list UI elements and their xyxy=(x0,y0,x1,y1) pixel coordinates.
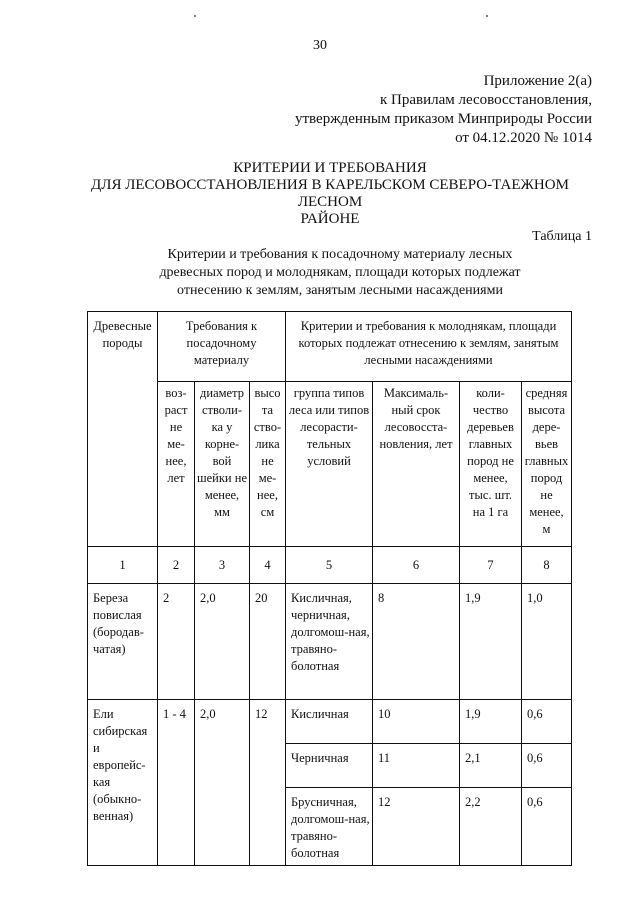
cell-forest-type: Брусничная, долгомош-ная, травяно-болотная xyxy=(286,788,373,866)
cell-avg-height: 0,6 xyxy=(522,744,572,788)
cell-avg-height: 0,6 xyxy=(522,700,572,744)
cell-tree-count: 1,9 xyxy=(460,584,522,700)
cell-avg-height: 1,0 xyxy=(522,584,572,700)
column-number: 4 xyxy=(250,547,286,584)
cell-diameter: 2,0 xyxy=(195,700,250,866)
header-age: воз-раст не ме-нее, лет xyxy=(158,382,195,547)
appendix-line: от 04.12.2020 № 1014 xyxy=(455,130,592,146)
appendix-line: утвержденным приказом Минприроды России xyxy=(295,111,592,127)
caption-line: отнесению к землям, занятым лесными насаждениями xyxy=(177,283,503,298)
column-number: 5 xyxy=(286,547,373,584)
caption-line: Критерии и требования к посадочному материалу лесных xyxy=(167,247,513,262)
caption-line: древесных пород и молоднякам, площади которых подлежат xyxy=(159,265,521,280)
column-number: 3 xyxy=(195,547,250,584)
table-row xyxy=(88,700,572,744)
table-caption xyxy=(140,246,540,300)
column-number: 7 xyxy=(460,547,522,584)
column-number: 2 xyxy=(158,547,195,584)
cell-height: 12 xyxy=(250,700,286,866)
cell-age: 2 xyxy=(158,584,195,700)
cell-forest-type: Кисличная, черничная, долгомош-ная, травяно-болотная xyxy=(286,584,373,700)
cell-max-term: 12 xyxy=(373,788,460,866)
header-max-term: Максималь-ный срок лесовосста-новления, лет xyxy=(373,382,460,547)
cell-tree-count: 1,9 xyxy=(460,700,522,744)
header-young-stands: Критерии и требования к молоднякам, площади которых подлежат отнесению к землям, занятым лесными насаждениями xyxy=(286,312,572,382)
cell-max-term: 11 xyxy=(373,744,460,788)
cell-max-term: 10 xyxy=(373,700,460,744)
cell-species: Береза повислая (бородав-чатая) xyxy=(88,584,158,700)
cell-tree-count: 2,2 xyxy=(460,788,522,866)
header-tree-count: коли-чество деревьев главных пород не менее, тыс. шт. на 1 га xyxy=(460,382,522,547)
table-number: Таблица 1 xyxy=(532,229,592,244)
cell-avg-height: 0,6 xyxy=(522,788,572,866)
cell-max-term: 8 xyxy=(373,584,460,700)
title-line: ДЛЯ ЛЕСОВОССТАНОВЛЕНИЯ В КАРЕЛЬСКОМ СЕВЕРО-ТАЕЖНОМ ЛЕСНОМ xyxy=(91,177,569,210)
criteria-table xyxy=(87,311,572,866)
cell-age: 1 - 4 xyxy=(158,700,195,866)
header-height: высо та ство-лика не ме-нее, см xyxy=(250,382,286,547)
scan-speck xyxy=(194,15,196,17)
header-diameter: диаметр стволи-ка у корне-вой шейки не менее, мм xyxy=(195,382,250,547)
column-number: 1 xyxy=(88,547,158,584)
column-number: 6 xyxy=(373,547,460,584)
page-number: 30 xyxy=(313,38,327,53)
cell-forest-type: Черничная xyxy=(286,744,373,788)
header-forest-type: группа типов леса или типов лесорасти-тельных условий xyxy=(286,382,373,547)
cell-species: Ели сибирская и европейс-кая (обыкно-венная) xyxy=(88,700,158,866)
title-line: РАЙОНЕ xyxy=(300,211,360,227)
table-row xyxy=(88,584,572,700)
scan-speck xyxy=(486,15,488,17)
cell-forest-type: Кисличная xyxy=(286,700,373,744)
column-number: 8 xyxy=(522,547,572,584)
appendix-block xyxy=(295,72,592,148)
header-planting-material: Требования к посадочному материалу xyxy=(158,312,286,382)
header-avg-height: средняя высота дере-вьев главных пород не менее, м xyxy=(522,382,572,547)
appendix-line: Приложение 2(а) xyxy=(483,73,592,89)
cell-height: 20 xyxy=(250,584,286,700)
cell-diameter: 2,0 xyxy=(195,584,250,700)
cell-tree-count: 2,1 xyxy=(460,744,522,788)
title-line: КРИТЕРИИ И ТРЕБОВАНИЯ xyxy=(233,160,427,176)
appendix-line: к Правилам лесовосстановления, xyxy=(379,92,592,108)
document-title xyxy=(60,160,600,228)
header-species: Древесные породы xyxy=(88,312,158,547)
